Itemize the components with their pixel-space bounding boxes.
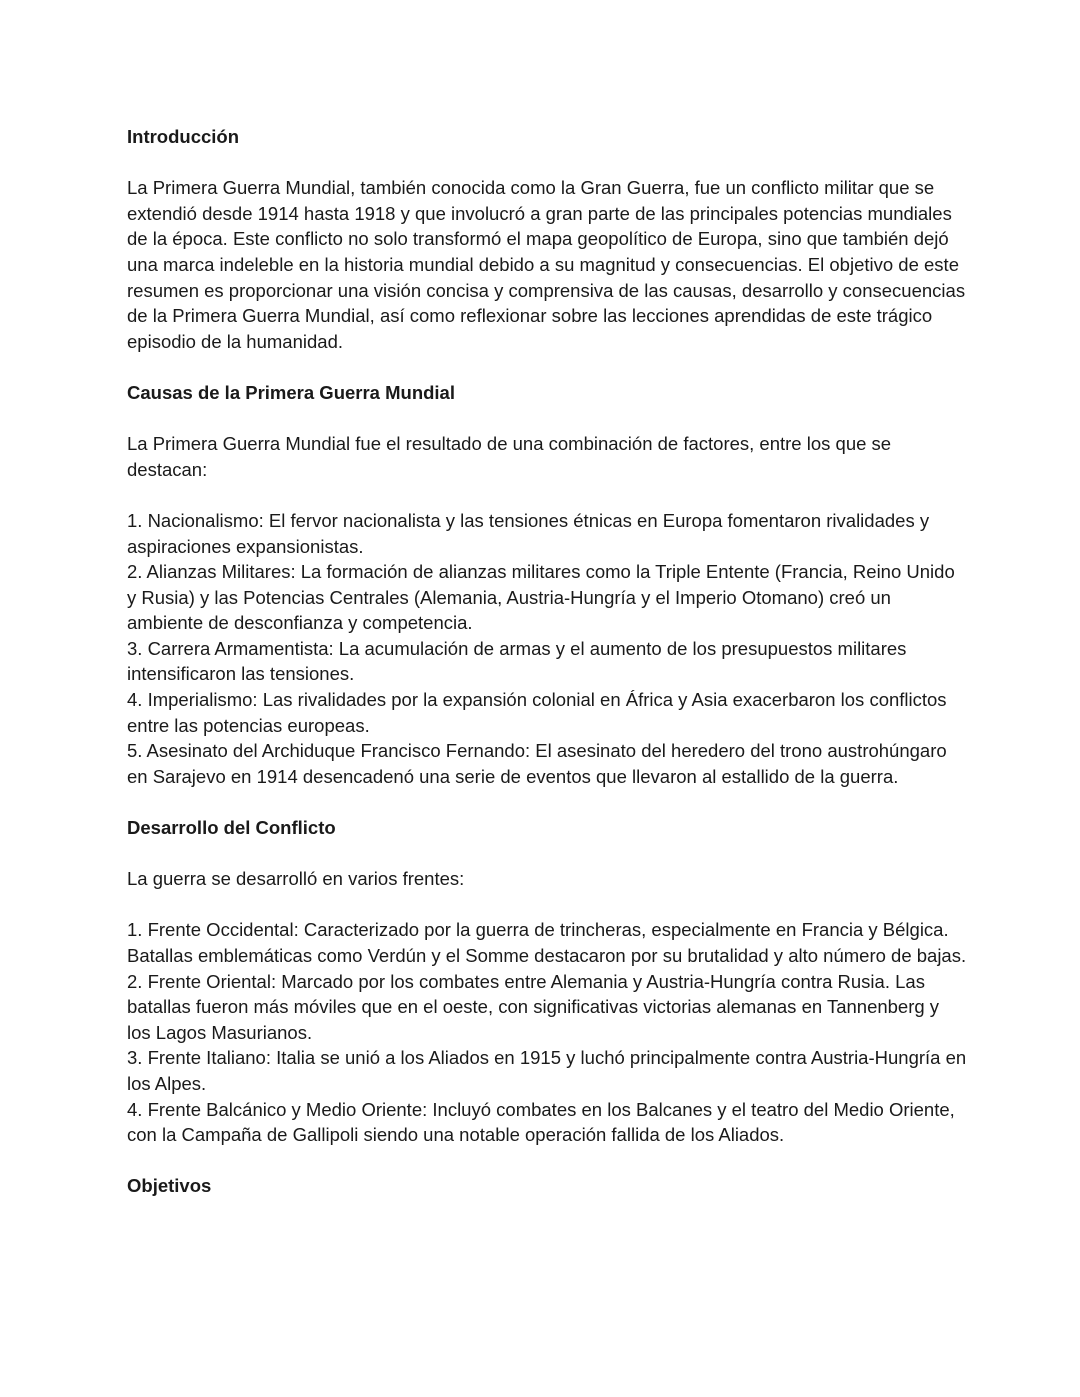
intro-paragraph: La Primera Guerra Mundial, también conocida como la Gran Guerra, fue un conflicto militar que se extendió desde 1914 hasta 1918 y que involucró a gran parte de las principales potencias mundiales de la época. Este conflicto no solo transformó el mapa geopolítico de Europa, sino que también dejó una marca indeleble en la historia mundial debido a su magnitud y consecuencias. El objetivo de este resumen es proporcionar una visión concisa y comprensiva de las causas, desarrollo y consecuencias de la Primera Guerra Mundial, así como reflexionar sobre las lecciones aprendidas de este trágico episodio de la humanidad. bbox=[127, 177, 966, 352]
causes-list-item: 2. Alianzas Militares: La formación de alianzas militares como la Triple Entente (Francia, Reino Unido y Rusia) y las Potencias Centrales (Alemania, Austria-Hungría y el Imperio Otomano) creó un ambiente de desconfianza y competencia. bbox=[127, 561, 955, 634]
spacer bbox=[127, 892, 967, 918]
document-page bbox=[127, 124, 967, 1199]
spacer bbox=[127, 789, 967, 815]
spacer bbox=[127, 1148, 967, 1174]
development-list-item: 4. Frente Balcánico y Medio Oriente: Incluyó combates en los Balcanes y el teatro del Medio Oriente, con la Campaña de Gallipoli siendo una notable operación fallida de los Aliados. bbox=[127, 1098, 955, 1146]
intro-heading: Introducción bbox=[127, 126, 240, 147]
development-list-item: 1. Frente Occidental: Caracterizado por la guerra de trincheras, especialmente en Francia y Bélgica. Batallas emblemáticas como Verdún y el Somme destacaron por su brutalidad y alto número de bajas. bbox=[127, 919, 967, 966]
causes-intro: La Primera Guerra Mundial fue el resultado de una combinación de factores, entre los que se destacan: bbox=[127, 433, 892, 480]
causes-list-item: 3. Carrera Armamentista: La acumulación de armas y el aumento de los presupuestos militares intensificaron las tensiones. bbox=[127, 637, 907, 685]
causes-heading: Causas de la Primera Guerra Mundial bbox=[127, 381, 455, 403]
development-list-item: 2. Frente Oriental: Marcado por los combates entre Alemania y Austria-Hungría contra Rusia. Las batallas fueron más móviles que en el oeste, con significativas victorias alemanas en Tannenberg y los Lagos Masurianos. bbox=[127, 970, 940, 1043]
spacer bbox=[127, 841, 967, 867]
spacer bbox=[127, 354, 967, 380]
spacer bbox=[127, 482, 967, 508]
development-list-item: 3. Frente Italiano: Italia se unió a los Aliados en 1915 y luchó principalmente contra Austria-Hungría en los Alpes. bbox=[127, 1047, 967, 1094]
development-heading: Desarrollo del Conflicto bbox=[127, 817, 336, 839]
objectives-heading: Objetivos bbox=[127, 1175, 212, 1197]
spacer bbox=[127, 406, 967, 432]
causes-list-item: 5. Asesinato del Archiduque Francisco Fernando: El asesinato del heredero del trono austrohúngaro en Sarajevo en 1914 desencadenó una serie de eventos que llevaron al estallido de la guerra. bbox=[127, 740, 947, 787]
development-intro: La guerra se desarrolló en varios frentes: bbox=[127, 868, 465, 890]
spacer bbox=[127, 150, 967, 176]
causes-list-item: 4. Imperialismo: Las rivalidades por la expansión colonial en África y Asia exacerbaron los conflictos entre las potencias europeas. bbox=[127, 689, 947, 736]
causes-list-item: 1. Nacionalismo: El fervor nacionalista y las tensiones étnicas en Europa fomentaron rivalidades y aspiraciones expansionistas. bbox=[127, 509, 930, 557]
